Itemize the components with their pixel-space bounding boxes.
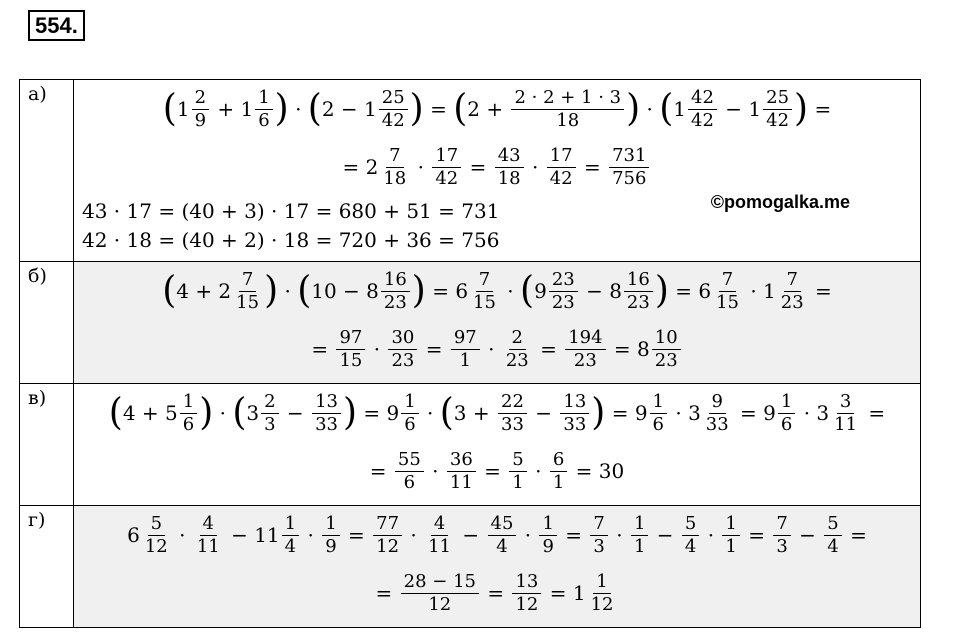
fraction (650, 391, 667, 436)
fraction (142, 513, 171, 558)
numerator: 36 (447, 449, 476, 472)
numerator: 7 (773, 513, 790, 536)
denominator: 15 (339, 349, 363, 371)
denominator: 42 (766, 109, 790, 131)
solution-content (74, 262, 921, 384)
math-text: = (843, 523, 867, 547)
solution-content (74, 384, 921, 506)
fraction (703, 391, 732, 436)
math-text: = (341, 523, 372, 547)
parenthesis: ) (654, 268, 669, 312)
fraction (590, 513, 607, 558)
numerator: 3 (837, 391, 854, 414)
fraction (255, 87, 272, 132)
math-text: = 8 (607, 337, 650, 361)
denominator: 9 (194, 109, 207, 131)
numerator: 7 (239, 269, 256, 292)
numerator: 55 (395, 449, 424, 472)
denominator: 42 (691, 109, 714, 131)
row-label: б) (20, 262, 74, 384)
fraction (451, 327, 480, 372)
denominator: 11 (196, 535, 220, 557)
fraction (824, 513, 841, 558)
fraction (432, 145, 461, 190)
denominator: 6 (780, 413, 793, 435)
denominator: 6 (404, 413, 416, 435)
parenthesis: ) (409, 86, 424, 130)
equation-line (74, 564, 920, 622)
math-text: · (301, 523, 321, 547)
numerator: 2 (261, 391, 278, 414)
denominator: 756 (612, 167, 647, 189)
denominator: 33 (705, 413, 729, 435)
fraction (547, 145, 576, 190)
parenthesis: ) (264, 268, 279, 312)
equation-line (74, 320, 920, 378)
fraction (498, 391, 527, 436)
numerator: 30 (388, 327, 417, 350)
numerator: 6 (550, 449, 567, 472)
denominator: 6 (258, 109, 270, 131)
denominator: 6 (652, 413, 664, 435)
fraction (722, 513, 739, 558)
numerator: 7 (386, 145, 403, 168)
math-text: · (172, 523, 192, 547)
numerator: 13 (312, 391, 341, 414)
denominator: 1 (459, 349, 471, 371)
denominator: 23 (505, 349, 529, 371)
denominator: 12 (376, 535, 400, 557)
numerator: 7 (719, 269, 736, 292)
solution-table (19, 79, 921, 628)
numerator: 23 (549, 269, 578, 292)
fraction (512, 571, 541, 616)
denominator: 42 (549, 167, 573, 189)
denominator: 23 (391, 349, 415, 371)
solution-content (74, 80, 921, 262)
numerator: 1 (650, 391, 667, 414)
math-text: · (288, 97, 308, 121)
equation-line (74, 262, 920, 320)
denominator: 23 (573, 349, 597, 371)
numerator: 10 (652, 327, 681, 350)
denominator: 4 (284, 535, 297, 557)
math-text: · (701, 523, 721, 547)
math-text: − (792, 523, 823, 547)
equation-line (74, 384, 920, 442)
solution-row-b (20, 262, 921, 384)
equation-line (74, 442, 920, 500)
row-label: а) (20, 80, 74, 262)
numerator: 194 (565, 327, 605, 350)
fraction (379, 87, 408, 132)
fraction (401, 571, 479, 616)
fraction (401, 391, 418, 436)
fraction (381, 269, 410, 314)
equation-line (74, 138, 920, 196)
parenthesis: ( (162, 268, 177, 312)
numerator: 97 (451, 327, 480, 350)
math-text: 1 (176, 97, 190, 121)
math-text: − (528, 401, 559, 425)
problem-number: 554. (28, 10, 85, 41)
math-text: = 6 (668, 279, 712, 303)
parenthesis: ) (591, 390, 606, 434)
numerator: 5 (148, 513, 165, 536)
numerator: 45 (488, 513, 517, 536)
math-text: · (609, 523, 629, 547)
fraction (778, 391, 795, 436)
math-text: · (411, 155, 431, 179)
fraction (550, 449, 567, 494)
math-text: − (456, 523, 486, 547)
math-text: = 9 (605, 401, 648, 425)
fraction (373, 513, 402, 558)
numerator: 25 (763, 87, 792, 110)
fraction (447, 449, 476, 494)
fraction (713, 269, 742, 314)
denominator: 18 (383, 167, 407, 189)
math-text: 10 − 8 (311, 279, 379, 303)
row-label: в) (20, 384, 74, 506)
math-text: = (741, 523, 772, 547)
numerator: 7 (590, 513, 607, 536)
math-text: 2 − 1 (321, 97, 377, 121)
denominator: 23 (780, 291, 804, 313)
denominator: 18 (497, 167, 521, 189)
denominator: 42 (381, 109, 405, 131)
math-text: − 11 (224, 523, 280, 547)
parenthesis: ) (626, 86, 641, 130)
math-text: · 3 (797, 401, 830, 425)
parenthesis: ( (232, 390, 247, 434)
math-text: = (862, 401, 886, 425)
numerator: 1 (539, 513, 556, 536)
math-text: − 1 (718, 97, 762, 121)
math-text: · 3 (669, 401, 701, 425)
math-text: = 9 (733, 401, 776, 425)
parenthesis: ) (199, 390, 214, 434)
numerator: 1 (322, 513, 339, 536)
math-text: = 6 (425, 279, 469, 303)
fraction (194, 513, 223, 558)
denominator: 1 (552, 471, 565, 493)
fraction (495, 145, 524, 190)
denominator: 23 (654, 349, 678, 371)
fraction (778, 269, 807, 314)
fraction (395, 449, 424, 494)
fraction (773, 513, 790, 558)
math-text: · (640, 97, 660, 121)
denominator: 42 (435, 167, 459, 189)
math-text: · (367, 337, 387, 361)
row-label: г) (20, 506, 74, 628)
math-text: 6 (127, 523, 140, 547)
math-text: · (420, 401, 440, 425)
solution-row-a (20, 80, 921, 262)
math-text: · (404, 523, 424, 547)
math-text: = (577, 155, 608, 179)
equation-line (74, 506, 920, 564)
numerator: 1 (593, 571, 610, 594)
denominator: 1 (633, 535, 646, 557)
equation-line (74, 80, 920, 138)
parenthesis: ( (108, 390, 123, 434)
denominator: 23 (383, 291, 407, 313)
fraction (470, 269, 499, 314)
parenthesis: ) (794, 86, 809, 130)
numerator: 42 (688, 87, 717, 110)
math-text: 1 (673, 97, 687, 121)
numerator: 97 (336, 327, 365, 350)
math-text: = 1 (543, 581, 586, 605)
denominator: 3 (776, 535, 788, 557)
math-text: = (423, 97, 454, 121)
watermark: ©pomogalka.me (710, 192, 850, 212)
denominator: 9 (542, 535, 554, 557)
fraction (425, 513, 454, 558)
fraction (831, 391, 860, 436)
math-text: 9 (534, 279, 547, 303)
numerator: 5 (509, 449, 526, 472)
denominator: 4 (827, 535, 839, 557)
fraction (509, 449, 526, 494)
fraction (192, 87, 209, 132)
denominator: 12 (144, 535, 168, 557)
numerator: 22 (498, 391, 527, 414)
numerator: 1 (722, 513, 739, 536)
parenthesis: ( (453, 86, 468, 130)
math-text: − (650, 523, 680, 547)
math-text: = (533, 337, 564, 361)
numerator: 2 · 2 + 1 · 3 (511, 87, 624, 110)
fraction (652, 327, 681, 372)
denominator: 33 (501, 413, 524, 435)
math-text: = (375, 581, 399, 605)
fraction (682, 513, 699, 558)
numerator: 7 (476, 269, 493, 292)
math-text: · (500, 279, 521, 303)
denominator: 12 (515, 593, 539, 615)
denominator: 1 (512, 471, 524, 493)
math-text: − (280, 401, 311, 425)
math-text: = (558, 523, 589, 547)
fraction (565, 327, 605, 372)
numerator: 5 (824, 513, 841, 536)
numerator: 2 (192, 87, 209, 110)
fraction (609, 145, 649, 190)
parenthesis: ( (162, 86, 177, 130)
math-text: · (213, 401, 233, 425)
math-text: = (463, 155, 493, 179)
math-text: · (481, 337, 501, 361)
numerator: 2 (509, 327, 526, 350)
math-text: = (477, 459, 508, 483)
numerator: 17 (432, 145, 461, 168)
parenthesis: ( (659, 86, 674, 130)
numerator: 28 − 15 (401, 571, 479, 594)
numerator: 1 (255, 87, 272, 110)
parenthesis: ) (411, 268, 426, 312)
fraction (539, 513, 556, 558)
fraction (560, 391, 589, 436)
math-text: · (278, 279, 298, 303)
fraction (588, 571, 617, 616)
numerator: 16 (624, 269, 653, 292)
numerator: 1 (180, 391, 197, 414)
fraction (180, 391, 197, 436)
numerator: 16 (381, 269, 410, 292)
denominator: 11 (449, 471, 473, 493)
denominator: 33 (563, 413, 587, 435)
parenthesis: ) (342, 390, 358, 434)
numerator: 1 (778, 391, 795, 414)
fraction (624, 269, 653, 314)
parenthesis: ) (274, 86, 289, 130)
math-text: = (311, 337, 335, 361)
denominator: 11 (834, 413, 858, 435)
fraction (549, 269, 578, 314)
denominator: 6 (403, 471, 416, 493)
denominator: 23 (626, 291, 650, 313)
math-text: = 9 (357, 401, 400, 425)
numerator: 4 (200, 513, 217, 536)
denominator: 23 (551, 291, 575, 313)
math-text: = 2 (342, 155, 379, 179)
fraction (380, 145, 409, 190)
numerator: 77 (373, 513, 402, 536)
denominator: 11 (428, 535, 452, 557)
denominator: 12 (428, 593, 452, 615)
math-text: = (369, 459, 393, 483)
fraction (511, 87, 624, 132)
math-text: = (419, 337, 449, 361)
denominator: 6 (182, 413, 195, 435)
math-text: = (808, 97, 832, 121)
math-text: 2 + (467, 97, 510, 121)
parenthesis: ( (307, 86, 322, 130)
math-text: · (528, 459, 548, 483)
math-text: = (480, 581, 511, 605)
denominator: 15 (716, 291, 739, 313)
math-text: + 1 (211, 97, 254, 121)
numerator: 25 (379, 87, 408, 110)
calc-line: 42 · 18 = (40 + 2) · 18 = 720 + 36 = 756 (82, 227, 500, 252)
numerator: 13 (512, 571, 541, 594)
numerator: 4 (431, 513, 448, 536)
numerator: 5 (682, 513, 699, 536)
denominator: 18 (556, 109, 580, 131)
math-text: 3 + (453, 401, 496, 425)
fraction (322, 513, 339, 558)
math-text: · (525, 155, 545, 179)
parenthesis: ( (439, 390, 454, 434)
solution-content (74, 506, 921, 628)
fraction (282, 513, 299, 558)
numerator: 7 (784, 269, 801, 292)
numerator: 13 (560, 391, 589, 414)
denominator: 33 (315, 413, 338, 435)
numerator: 43 (495, 145, 524, 168)
fraction (763, 87, 792, 132)
math-text: 3 (246, 401, 260, 425)
solution-row-v (20, 384, 921, 506)
math-text: − 8 (579, 279, 622, 303)
denominator: 3 (264, 413, 276, 435)
numerator: 9 (709, 391, 726, 414)
math-text: · 1 (743, 279, 776, 303)
numerator: 731 (609, 145, 649, 168)
math-text: · (425, 459, 445, 483)
denominator: 15 (473, 291, 496, 313)
denominator: 4 (684, 535, 697, 557)
fraction (336, 327, 365, 372)
math-text: 4 + 5 (122, 401, 178, 425)
math-text: 4 + 2 (176, 279, 232, 303)
math-text: = (808, 279, 832, 303)
denominator: 12 (590, 593, 614, 615)
fraction (388, 327, 417, 372)
fraction (631, 513, 648, 558)
denominator: 1 (725, 535, 737, 557)
denominator: 4 (496, 535, 508, 557)
numerator: 1 (401, 391, 418, 414)
fraction (503, 327, 532, 372)
numerator: 1 (631, 513, 648, 536)
numerator: 17 (547, 145, 576, 168)
fraction (488, 513, 517, 558)
denominator: 9 (325, 535, 337, 557)
parenthesis: ( (297, 268, 312, 312)
fraction (233, 269, 262, 314)
solution-row-g (20, 506, 921, 628)
fraction (688, 87, 717, 132)
calc-line: 43 · 17 = (40 + 3) · 17 = 680 + 51 = 731 (82, 198, 500, 223)
math-text: · (518, 523, 538, 547)
denominator: 15 (236, 291, 260, 313)
numerator: 1 (282, 513, 299, 536)
fraction (261, 391, 278, 436)
fraction (312, 391, 341, 436)
parenthesis: ( (520, 268, 535, 312)
denominator: 3 (593, 535, 605, 557)
math-text: = 30 (569, 459, 625, 483)
